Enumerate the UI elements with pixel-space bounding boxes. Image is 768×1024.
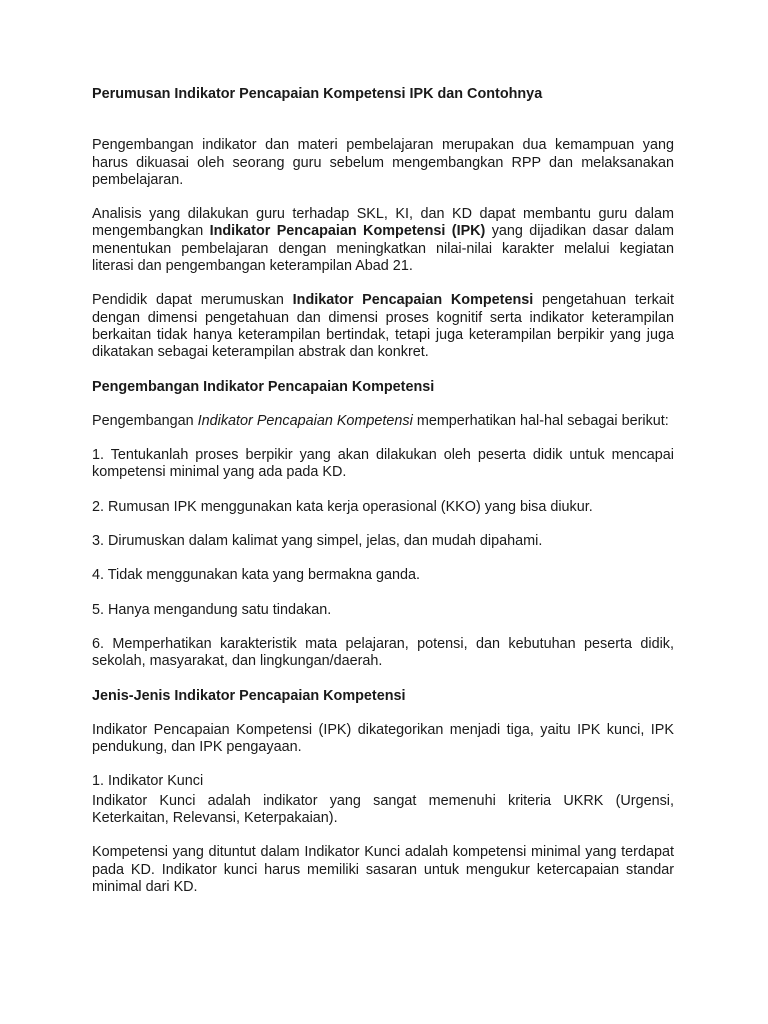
paragraph-indikator-kunci: Indikator Kunci adalah indikator yang sangat memenuhi kriteria UKRK (Urgensi, Keterkaitan, Relevansi, Keterpakaian). [92,792,674,827]
heading-jenis: Jenis-Jenis Indikator Pencapaian Kompetensi [92,687,406,704]
paragraph-kategori: Indikator Pencapaian Kompetensi (IPK) dikategorikan menjadi tiga, yaitu IPK kunci, IPK pendukung, dan IPK pengayaan. [92,721,674,756]
paragraph-pendidik-text-2: pengetahuan terkait dengan dimensi pengetahuan dan dimensi proses kognitif serta indikator keterampilan berkaitan tidak hanya keterampilan bertindak, tetapi juga keterampilan berpikir yang juga dikatakan sebagai keterampilan abstrak dan konkret. [92,292,675,361]
paragraph-pengembangan-text-2: memperhatikan hal-hal sebagai berikut: [412,412,669,429]
paragraph-kompetensi-minimal: Kompetensi yang dituntut dalam Indikator Kunci adalah kompetensi minimal yang terdapat pada KD. Indikator kunci harus memiliki sasaran untuk mengukur ketercapaian standar minimal dari KD. [92,844,674,895]
document-page [92,86,674,896]
list-item: 5. Hanya mengandung satu tindakan. [92,601,332,618]
list-item: 6. Memperhatikan karakteristik mata pelajaran, potensi, dan kebutuhan peserta didik, sekolah, masyarakat, dan lingkungan/daerah. [92,635,674,670]
paragraph-analysis [92,206,674,275]
paragraph-analysis-text-1: Analisis yang dilakukan guru terhadap SKL, KI, dan KD dapat membantu guru dalam mengembangkan [92,206,674,240]
paragraph-pengembangan-italic: Indikator Pencapaian Kompetensi [197,412,413,429]
heading-pengembangan: Pengembangan Indikator Pencapaian Kompetensi [92,378,435,395]
list-item: 4. Tidak menggunakan kata yang bermakna ganda. [92,567,421,584]
list-item: 2. Rumusan IPK menggunakan kata kerja operasional (KKO) yang bisa diukur. [92,498,593,515]
paragraph-intro: Pengembangan indikator dan materi pembelajaran merupakan dua kemampuan yang harus dikuasai oleh seorang guru sebelum mengembangkan RPP dan melaksanakan pembelajaran. [92,137,674,188]
list-item: 1. Tentukanlah proses berpikir yang akan dilakukan oleh peserta didik untuk mencapai kompetensi minimal yang ada pada KD. [92,447,674,481]
paragraph-pendidik [92,292,674,361]
paragraph-pendidik-bold: Indikator Pencapaian Kompetensi [292,292,534,309]
paragraph-pengembangan [92,413,674,430]
list-item: 3. Dirumuskan dalam kalimat yang simpel, jelas, dan mudah dipahami. [92,533,543,550]
document-title: Perumusan Indikator Pencapaian Kompetensi IPK dan Contohnya [92,86,543,102]
subheading-indikator-kunci: 1. Indikator Kunci [92,773,204,790]
paragraph-pengembangan-text-1: Pengembangan [92,412,198,429]
paragraph-pendidik-text-1: Pendidik dapat merumuskan [92,292,293,309]
paragraph-analysis-text-2: yang dijadikan dasar dalam menentukan pembelajaran dengan meningkatkan nilai-nilai karakter melalui kegiatan literasi dan pengembangan keterampilan Abad 21. [92,223,675,275]
paragraph-analysis-bold: Indikator Pencapaian Kompetensi (IPK) [209,223,486,240]
